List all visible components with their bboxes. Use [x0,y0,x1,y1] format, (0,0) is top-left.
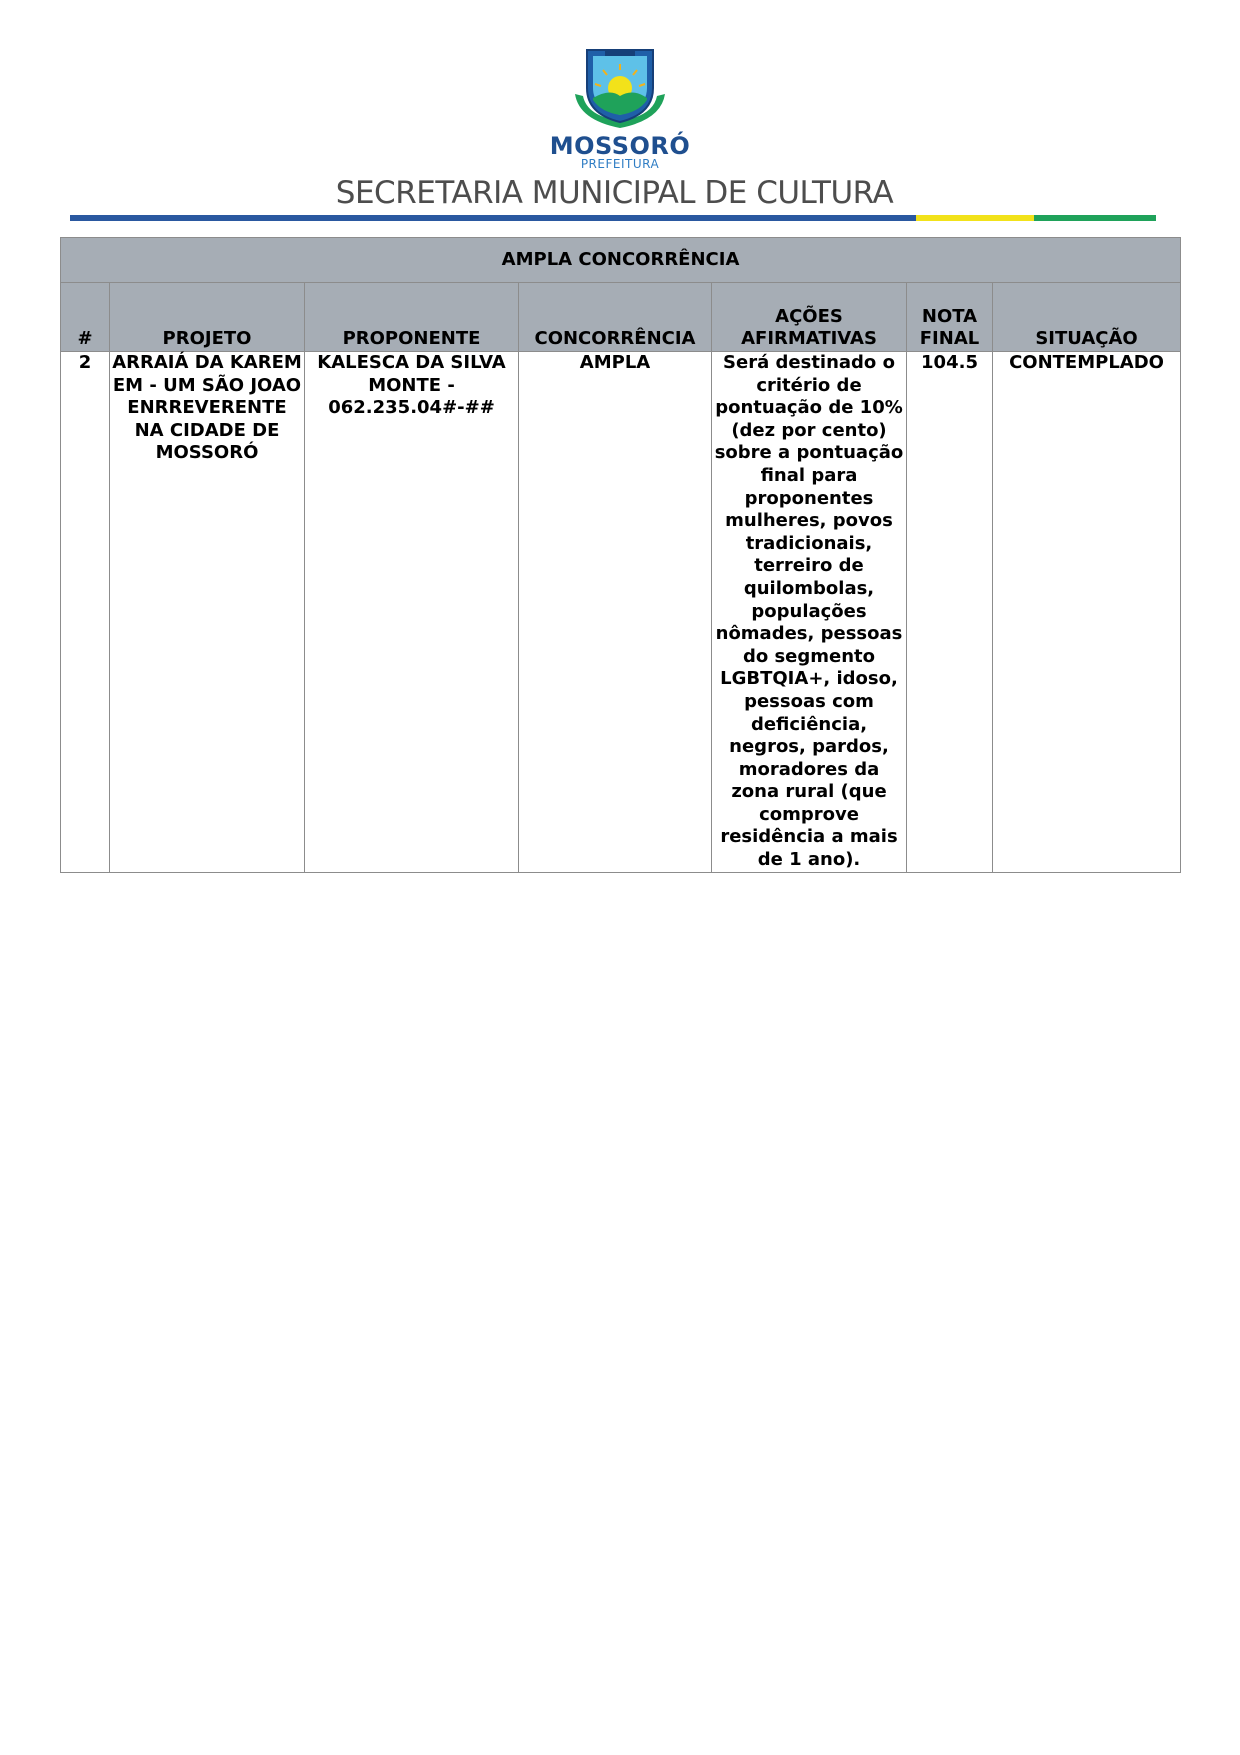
cell-concorrencia: AMPLA [519,352,712,873]
column-header-projeto: PROJETO [110,283,305,352]
document-header [0,0,1240,230]
header-stripe-blue [70,215,916,221]
results-table [60,237,1181,873]
cell-projeto: ARRAIÁ DA KAREM EM - UM SÃO JOAO ENRREVERENTE NA CIDADE DE MOSSORÓ [110,352,305,873]
secretaria-title: SECRETARIA MUNICIPAL DE CULTURA [335,175,894,211]
crest-emblem-icon [565,42,675,132]
column-header-acoes: AÇÕES AFIRMATIVAS [712,283,907,352]
header-stripe-green [1034,215,1156,221]
column-header-nota: NOTA FINAL [907,283,993,352]
cell-num: 2 [61,352,110,873]
column-header-situacao: SITUAÇÃO [993,283,1181,352]
column-header-concorrencia: CONCORRÊNCIA [519,283,712,352]
table-title: AMPLA CONCORRÊNCIA [61,238,1181,283]
column-header-proponente: PROPONENTE [305,283,519,352]
brand-subtitle: PREFEITURA [580,157,660,171]
column-header-num: # [61,283,110,352]
table-title-row [61,238,1181,283]
mossoro-crest-logo [565,42,675,132]
cell-situacao: CONTEMPLADO [993,352,1181,873]
table-header-row [61,283,1181,352]
cell-proponente: KALESCA DA SILVA MONTE - 062.235.04#-## [305,352,519,873]
cell-acoes-afirmativas: Será destinado o critério de pontuação de 10% (dez por cento) sobre a pontuação final para proponentes mulheres, povos tradicionais, terreiro de quilombolas, populações nômades, pessoas do segmento LGBTQIA+, idoso, pessoas com deficiência, negros, pardos, moradores da zona rural (que comprove residência a mais de 1 ano). [712,352,907,873]
table-row [61,352,1181,873]
cell-nota-final: 104.5 [907,352,993,873]
header-stripe-yellow [916,215,1034,221]
brand-name: MOSSORÓ [549,132,691,160]
